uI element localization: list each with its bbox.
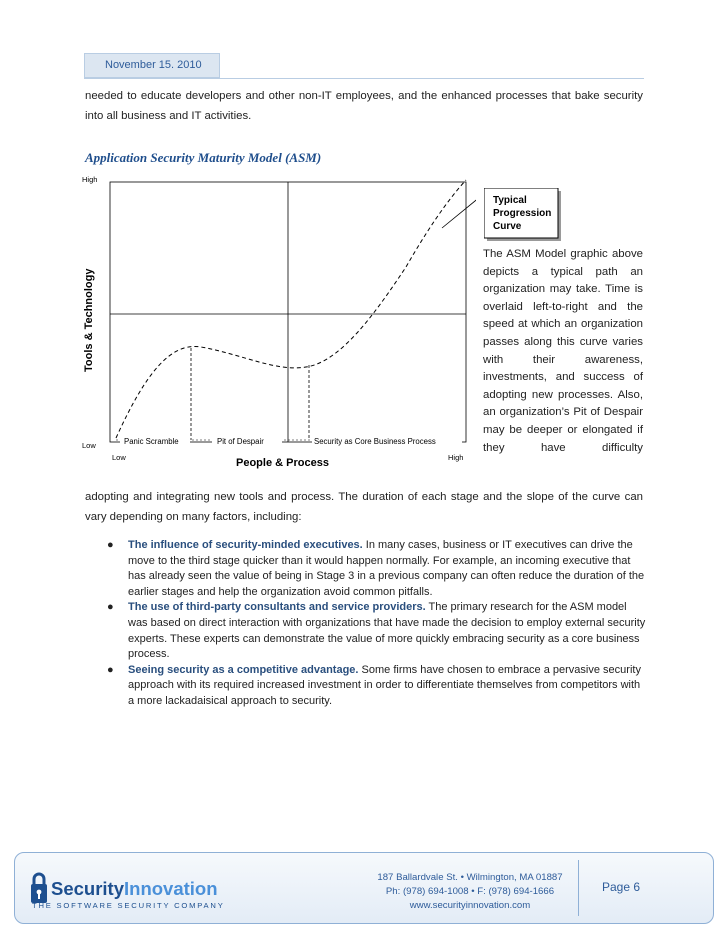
logo-word-innovation: Innovation (124, 878, 218, 899)
bullet-icon: ● (107, 539, 114, 551)
address-line-1: 187 Ballardvale St. • Wilmington, MA 01887 (377, 872, 563, 883)
list-item (107, 538, 647, 600)
continued-paragraph: adopting and integrating new tools and process. The duration of each stage and the slope of the curve can vary depending on many factors, including: (85, 491, 643, 523)
y-axis-title: Tools & Technology (83, 268, 95, 372)
list-item (107, 663, 647, 710)
stage-label-pit: Pit of Despair (217, 437, 264, 446)
y-low-label: Low (82, 441, 96, 450)
asm-model-figure (76, 172, 476, 472)
callout-pointer (442, 192, 476, 228)
bullet-icon: ● (107, 601, 114, 614)
header-date: November 15. 2010 (84, 53, 220, 78)
factor-list (107, 538, 647, 710)
page-number: Page 6 (601, 880, 641, 894)
callout-line-1: Typical (493, 195, 527, 206)
logo-tagline: THE SOFTWARE SECURITY COMPANY (32, 901, 225, 910)
y-high-label: High (82, 175, 98, 184)
stage-label-panic: Panic Scramble (124, 437, 179, 446)
intro-paragraph: needed to educate developers and other non-IT employees, and the enhanced processes that bake security into all business and IT activities. (85, 90, 643, 122)
bullet-icon: ● (107, 663, 114, 676)
section-heading: Application Security Maturity Model (ASM) (85, 150, 322, 165)
logo-word-security: Security (51, 878, 125, 899)
callout-box (484, 188, 564, 244)
address-line-2: Ph: (978) 694-1008 • F: (978) 694-1666 (385, 886, 555, 897)
footer-divider (578, 860, 579, 916)
x-axis-title: People & Process (236, 457, 329, 469)
svg-text:SecurityInnovation (51, 878, 218, 899)
bullet-title: The influence of security-minded executives. (128, 539, 363, 551)
padlock-icon (31, 874, 47, 903)
bullet-title: The use of third-party consultants and service providers. (128, 601, 426, 614)
list-item (107, 600, 647, 662)
company-logo (30, 868, 250, 912)
callout-line-3: Curve (493, 221, 522, 232)
footer-address (360, 871, 580, 913)
address-line-3: www.securityinnovation.com (409, 900, 531, 911)
x-high-label: High (448, 453, 464, 462)
callout-line-2: Progression (493, 208, 552, 219)
x-low-label: Low (112, 453, 126, 462)
stage-label-core: Security as Core Business Process (314, 437, 436, 446)
side-paragraph: The ASM Model graphic above depicts a typical path an organization may take. Time is overlaid left-to-right and the speed at which an organization passes along this curve varies with their awareness, investments, and success of adopting new processes. Also, an organization’s Pit of Despair may be deeper or elongated if they have difficulty (483, 248, 643, 454)
header-rule (84, 78, 644, 79)
bullet-title: Seeing security as a competitive advantage. (128, 663, 359, 676)
bullet-text: In many cases, business or IT executives can drive the move to the third stage quicker than it would happen normally. For example, an incoming executive that has already seen the value of being in Stage 3 in a previous company can often reduce the duration of the earlier stages and help the organization avoid common pitfalls. (128, 539, 645, 598)
bullet-text: The primary research for the ASM model was based on direct interaction with organizations that have made the decision to employ external security experts. These experts can demonstrate the value of more quickly embracing security as a core business process. (128, 601, 646, 661)
progression-curve (116, 180, 466, 438)
bullet-text: Some firms have chosen to embrace a pervasive security approach with its required increased investment in order to differentiate themselves from competitors with a more lackadaisical approach to security. (128, 663, 641, 707)
